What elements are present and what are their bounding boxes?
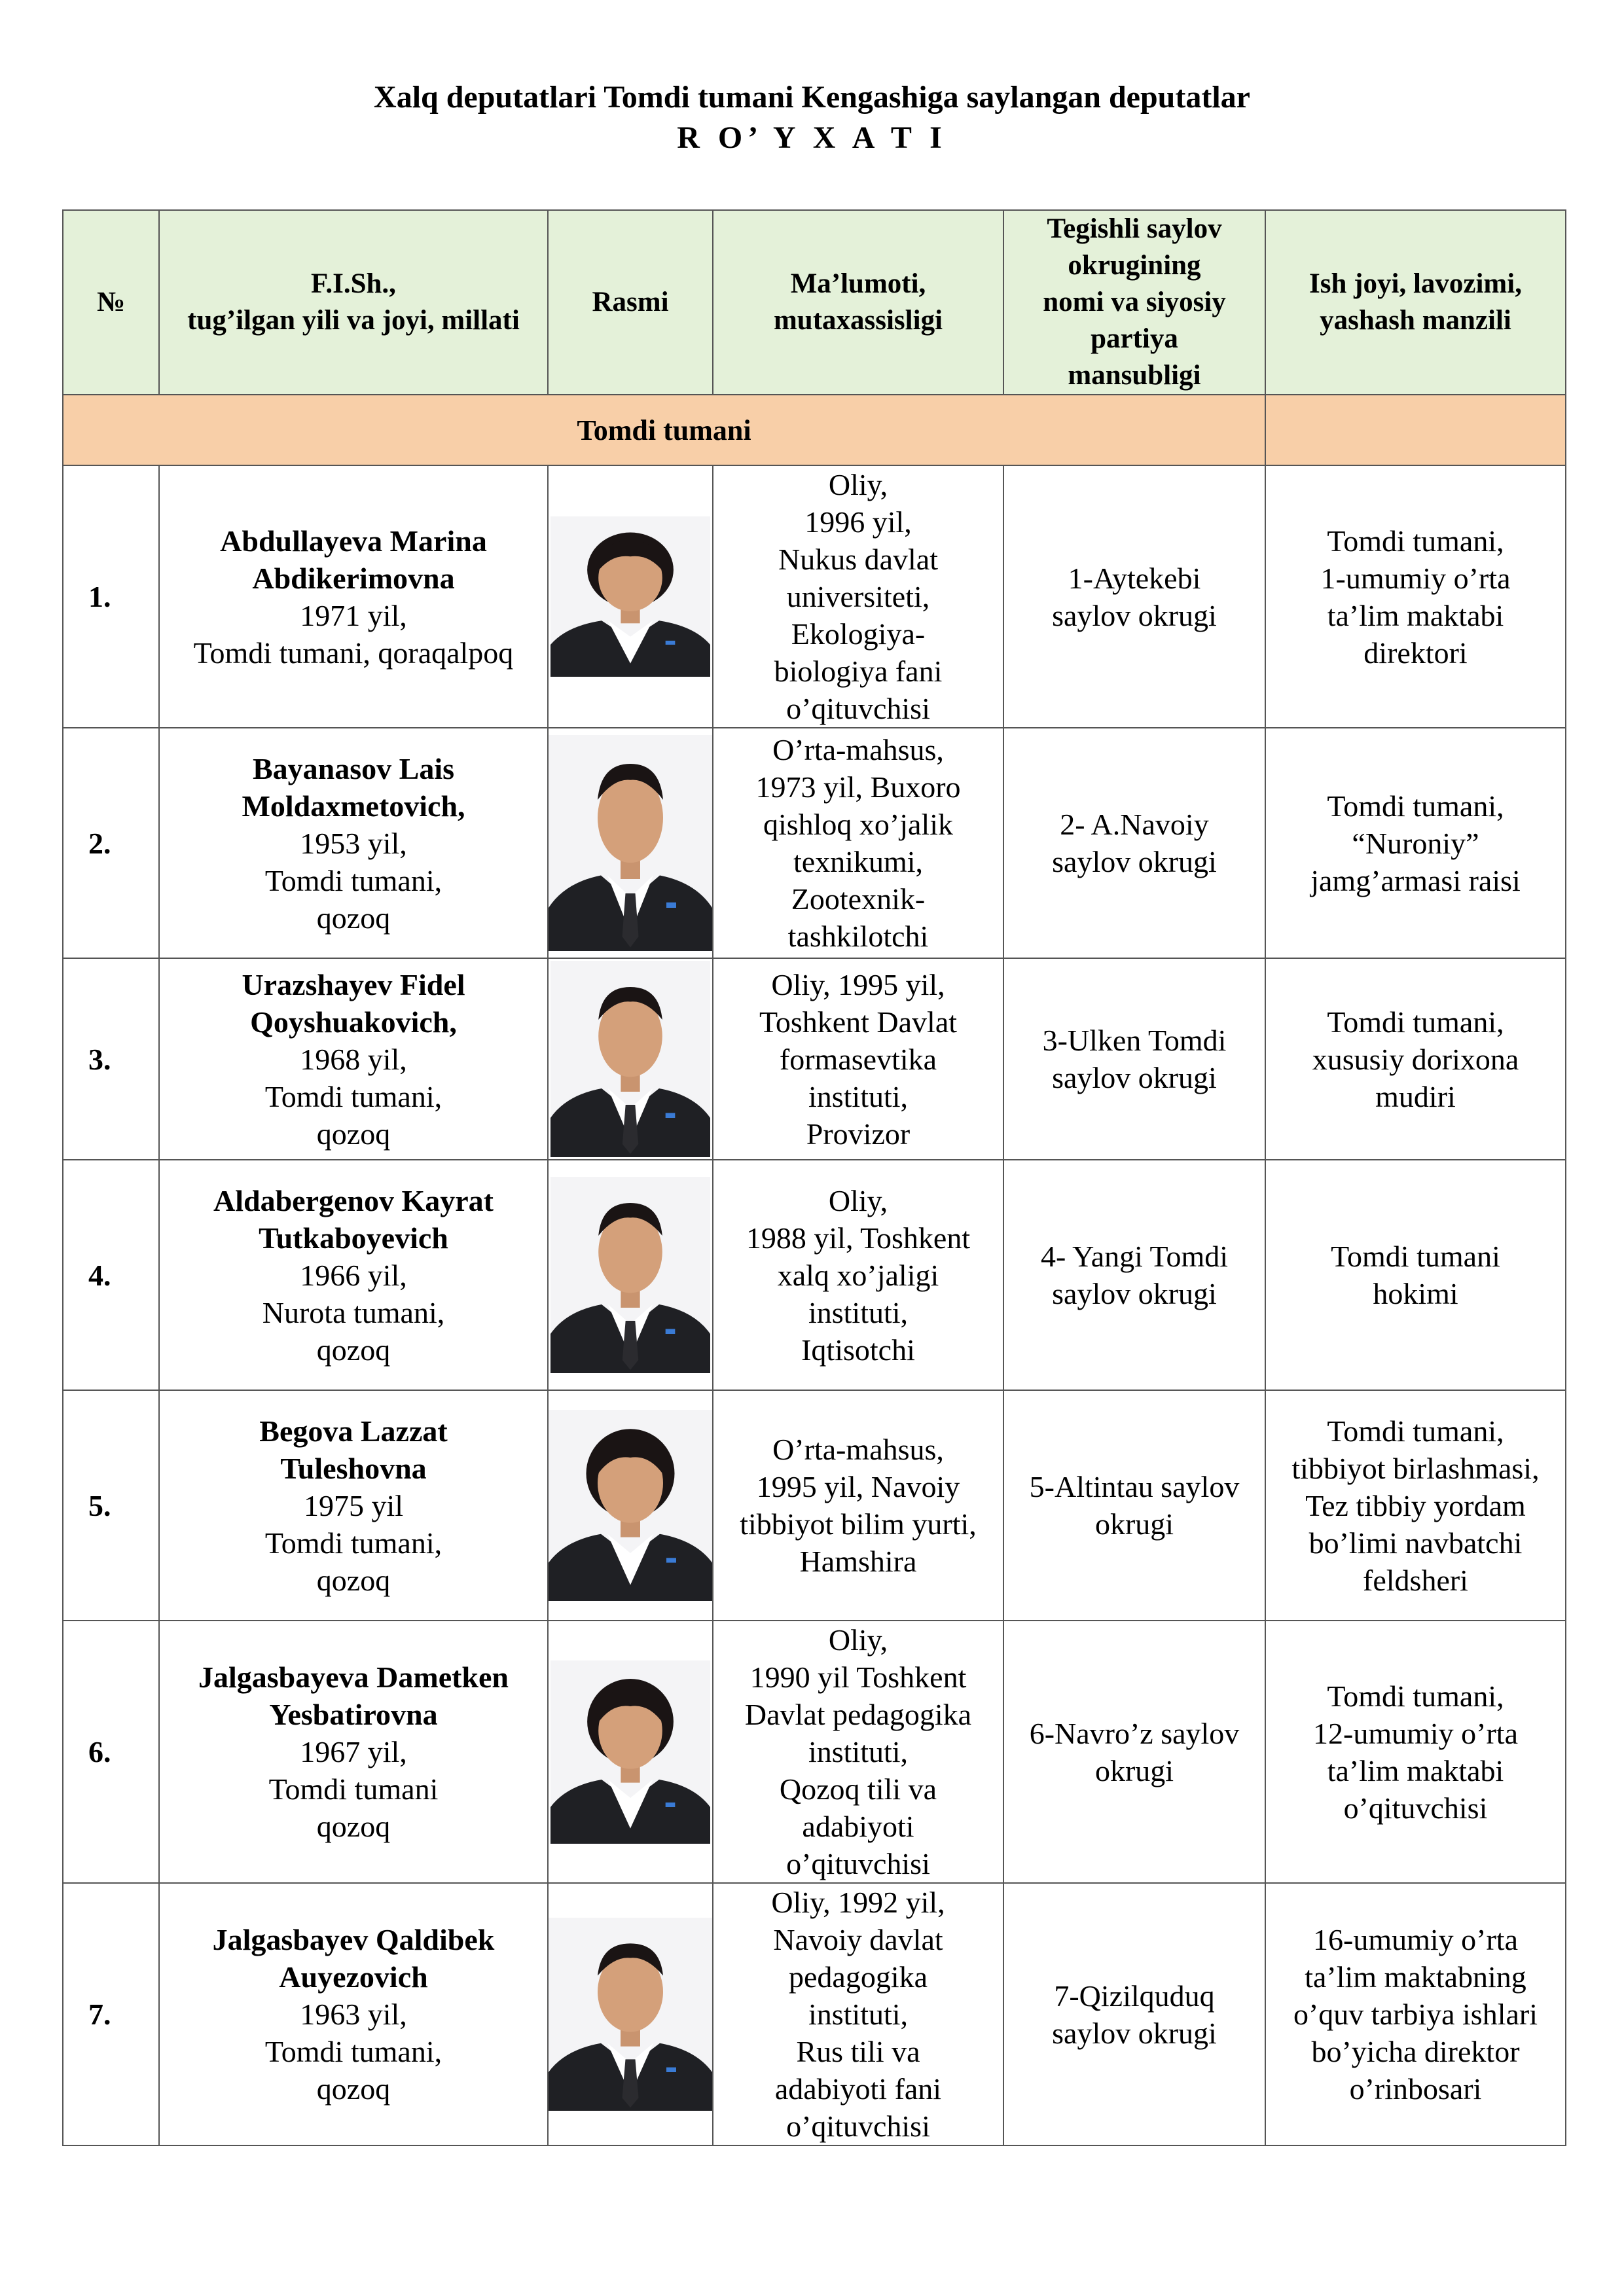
district-line: saylov okrugi [1052,845,1217,878]
header-row [63,210,1566,395]
education-line: 1995 yil, Navoiy [756,1470,960,1503]
col-header-education [713,210,1003,395]
job-cell [1265,1883,1566,2145]
portrait-image [550,1177,710,1373]
deputy-nationality: qozoq [316,1117,391,1151]
district-line: saylov okrugi [1052,598,1217,632]
job-line: ta’lim maktabning [1305,1960,1526,1994]
education-line: Provizor [806,1117,911,1151]
job-line: “Nuroniy” [1352,826,1479,860]
deputies-table [62,209,1566,2146]
education-cell [713,465,1003,728]
job-line: Tomdi tumani [1331,1240,1500,1273]
education-line: instituti, [808,1735,909,1768]
job-line: 16-umumiy o’rta [1313,1923,1518,1956]
deputy-birth-year: 1968 yil, [300,1042,407,1076]
col-header-district-line: nomi va siyosiy [1043,287,1226,317]
education-line: Iqtisotchi [801,1333,915,1367]
job-line: Tomdi tumani, [1327,1005,1504,1039]
district-line: 4- Yangi Tomdi [1040,1240,1229,1273]
deputy-birthplace: Tomdi tumani [268,1772,439,1806]
district-line: saylov okrugi [1052,2016,1217,2050]
deputy-nationality: qozoq [316,1563,391,1597]
col-header-photo: Rasmi [548,210,713,395]
education-line: Qozoq tili va [779,1772,937,1806]
table-row [63,728,1566,958]
job-line: bo’yicha direktor [1311,2035,1520,2068]
col-header-fish-line: tug’ilgan yili va joyi, millati [187,305,520,336]
job-line: jamg’armasi raisi [1310,863,1521,897]
education-line: texnikumi, [793,845,924,878]
job-line: Tomdi tumani, [1327,1679,1504,1713]
deputy-photo [550,961,710,1157]
deputy-name: Qoyshuakovich, [250,1005,457,1039]
district-line: 6-Navro’z saylov [1029,1716,1240,1750]
education-line: Hamshira [799,1545,917,1578]
row-number: 3. [63,958,159,1160]
job-line: mudiri [1375,1079,1456,1113]
photo-cell [548,1390,713,1621]
job-line: Tomdi tumani, [1327,524,1504,558]
photo-cell [548,1883,713,2145]
job-cell [1265,1390,1566,1621]
job-cell [1265,728,1566,958]
portrait-image [550,516,710,677]
col-header-number: № [63,210,159,395]
education-line: Oliy, [828,1623,888,1657]
deputy-info-cell [159,1390,548,1621]
section-row [63,395,1566,465]
deputy-birthplace: Tomdi tumani, qoraqalpoq [193,636,514,670]
district-line: 1-Aytekebi [1068,561,1201,595]
education-cell [713,728,1003,958]
district-cell [1003,1160,1265,1390]
education-line: 1973 yil, Buxoro [755,770,961,804]
education-line: tibbiyot bilim yurti, [740,1507,977,1541]
education-line: Ekologiya- [791,617,926,651]
education-line: instituti, [808,1079,909,1113]
deputy-info-cell [159,958,548,1160]
district-line: okrugi [1094,1753,1174,1787]
job-line: ta’lim maktabi [1327,598,1504,632]
col-header-district-line: okrugining [1068,250,1201,281]
row-number: 1. [63,465,159,728]
education-line: O’rta-mahsus, [772,733,944,766]
job-line: 1-umumiy o’rta [1320,561,1511,595]
education-cell [713,958,1003,1160]
deputy-photo [550,1177,710,1373]
district-line: saylov okrugi [1052,1277,1217,1310]
table-row [63,1160,1566,1390]
job-cell [1265,958,1566,1160]
page-title: Xalq deputatlari Tomdi tumani Kengashiga saylangan deputatlar [374,80,1250,115]
district-cell [1003,1883,1265,2145]
education-line: instituti, [808,1998,909,2031]
job-line: feldsheri [1363,1563,1468,1597]
job-line: bo’limi navbatchi [1308,1526,1523,1560]
col-header-education-line: Ma’lumoti, [790,268,926,299]
portrait-image [549,1918,712,2111]
row-number: 2. [63,728,159,958]
deputy-nationality: qozoq [316,1333,391,1367]
job-line: o’qituvchisi [1343,1791,1488,1825]
col-header-district-line: Tegishli saylov [1047,213,1222,244]
education-line: qishloq xo’jalik [763,808,954,841]
col-header-job-line: yashash manzili [1320,305,1511,336]
education-line: Zootexnik- [791,882,926,916]
job-line: Tomdi tumani, [1327,1414,1504,1448]
deputy-name: Moldaxmetovich, [242,789,465,823]
row-number: 7. [63,1883,159,2145]
deputy-birth-year: 1975 yil [303,1488,404,1522]
job-line: o’rinbosari [1349,2072,1482,2106]
photo-cell [548,1621,713,1883]
education-line: Toshkent Davlat [759,1005,958,1039]
education-line: Rus tili va [796,2035,920,2068]
portrait-image [550,1660,710,1844]
education-line: Navoiy davlat [773,1923,943,1956]
job-line: o’quv tarbiya ishlari [1293,1998,1538,2031]
photo-cell [548,1160,713,1390]
deputy-name: Abdikerimovna [252,561,455,595]
deputy-photo [550,1660,710,1844]
education-line: 1988 yil, Toshkent [746,1221,971,1255]
education-line: Oliy, [828,468,888,501]
deputy-nationality: qozoq [316,1810,391,1843]
education-line: O’rta-mahsus, [772,1433,944,1466]
portrait-image [549,1410,712,1601]
job-cell [1265,1160,1566,1390]
table-row [63,465,1566,728]
deputy-photo [549,1410,712,1601]
row-number: 6. [63,1621,159,1883]
col-header-district [1003,210,1265,395]
district-cell [1003,1390,1265,1621]
education-cell [713,1621,1003,1883]
district-cell [1003,728,1265,958]
education-line: instituti, [808,1295,909,1329]
col-header-district-line: mansubligi [1068,360,1201,391]
deputy-name: Bayanasov Lais [252,751,455,785]
education-line: Oliy, [828,1183,888,1217]
education-line: tashkilotchi [787,920,929,953]
education-line: o’qituvchisi [786,2109,930,2143]
education-line: Nukus davlat [778,543,938,576]
deputy-nationality: qozoq [316,901,391,935]
education-line: Oliy, 1992 yil, [771,1886,945,1919]
education-line: formasevtika [779,1042,937,1076]
deputy-name: Tutkaboyevich [259,1221,448,1255]
deputy-name: Jalgasbayev Qaldibek [212,1923,495,1956]
table-row [63,1883,1566,2145]
deputy-photo [549,1918,712,2111]
district-line: 2- A.Navoiy [1060,808,1209,841]
deputy-name: Jalgasbayeva Dametken [198,1660,509,1694]
job-line: Tez tibbiy yordam [1305,1488,1526,1522]
photo-cell [548,465,713,728]
deputy-info-cell [159,465,548,728]
education-line: universiteti, [786,580,930,613]
deputy-birth-year: 1971 yil, [300,598,407,632]
deputy-birth-year: 1953 yil, [300,826,407,860]
deputy-name: Tuleshovna [280,1451,427,1485]
table-row [63,958,1566,1160]
district-line: okrugi [1094,1507,1174,1541]
section-title: Tomdi tumani [63,395,1265,465]
col-header-fish [159,210,548,395]
deputy-birthplace: Tomdi tumani, [264,1079,442,1113]
education-cell [713,1390,1003,1621]
education-line: Oliy, 1995 yil, [771,967,945,1001]
page-subtitle: R O’ Y X A T I [677,120,947,155]
education-line: Davlat pedagogika [744,1698,972,1731]
district-cell [1003,958,1265,1160]
col-header-education-line: mutaxassisligi [773,305,943,336]
job-line: hokimi [1373,1277,1458,1310]
district-cell [1003,465,1265,728]
deputy-name: Auyezovich [279,1960,428,1994]
deputy-birthplace: Tomdi tumani, [264,2035,442,2068]
job-cell [1265,1621,1566,1883]
job-line: xususiy dorixona [1312,1042,1519,1076]
deputy-info-cell [159,728,548,958]
education-line: biologiya fani [774,655,943,688]
col-header-district-line: partiya [1091,323,1178,354]
table-row [63,1621,1566,1883]
deputy-birthplace: Tomdi tumani, [264,863,442,897]
education-line: adabiyoti fani [774,2072,942,2106]
deputies-rows [63,465,1566,2145]
col-header-job [1265,210,1566,395]
district-line: 3-Ulken Tomdi [1042,1024,1227,1057]
deputy-info-cell [159,1883,548,2145]
portrait-image [549,735,712,951]
deputy-birth-year: 1963 yil, [300,1998,407,2031]
job-cell [1265,465,1566,728]
table-row [63,1390,1566,1621]
deputy-info-cell [159,1160,548,1390]
education-line: adabiyoti [802,1810,914,1843]
education-line: pedagogika [788,1960,928,1994]
education-line: o’qituvchisi [786,692,930,725]
deputy-name: Aldabergenov Kayrat [213,1183,494,1217]
portrait-image [550,961,710,1157]
deputy-birthplace: Tomdi tumani, [264,1526,442,1560]
col-header-fish-line: F.I.Sh., [311,268,396,299]
job-line: ta’lim maktabi [1327,1753,1504,1787]
deputy-info-cell [159,1621,548,1883]
education-line: o’qituvchisi [786,1847,930,1880]
education-line: 1990 yil Toshkent [749,1660,967,1694]
deputy-birth-year: 1967 yil, [300,1735,407,1768]
deputy-nationality: qozoq [316,2072,391,2106]
row-number: 4. [63,1160,159,1390]
education-cell [713,1883,1003,2145]
job-line: Tomdi tumani, [1327,789,1504,823]
education-line: xalq xo’jaligi [777,1258,939,1292]
deputy-photo [550,516,710,677]
photo-cell [548,728,713,958]
row-number: 5. [63,1390,159,1621]
deputy-birthplace: Nurota tumani, [262,1295,445,1329]
job-line: direktori [1363,636,1468,670]
district-line: 7-Qizilquduq [1054,1979,1215,2013]
district-line: saylov okrugi [1052,1061,1217,1094]
district-line: 5-Altintau saylov [1029,1470,1240,1503]
district-cell [1003,1621,1265,1883]
job-line: 12-umumiy o’rta [1313,1716,1518,1750]
col-header-job-line: Ish joyi, lavozimi, [1309,268,1522,299]
job-line: tibbiyot birlashmasi, [1291,1451,1540,1485]
photo-cell [548,958,713,1160]
deputy-name: Begova Lazzat [259,1414,448,1448]
deputy-name: Abdullayeva Marina [220,524,487,558]
section-empty-cell [1265,395,1566,465]
education-cell [713,1160,1003,1390]
deputy-birth-year: 1966 yil, [300,1258,407,1292]
education-line: 1996 yil, [804,505,912,539]
deputy-photo [549,735,712,951]
deputy-name: Urazshayev Fidel [242,967,465,1001]
deputy-name: Yesbatirovna [269,1698,438,1731]
